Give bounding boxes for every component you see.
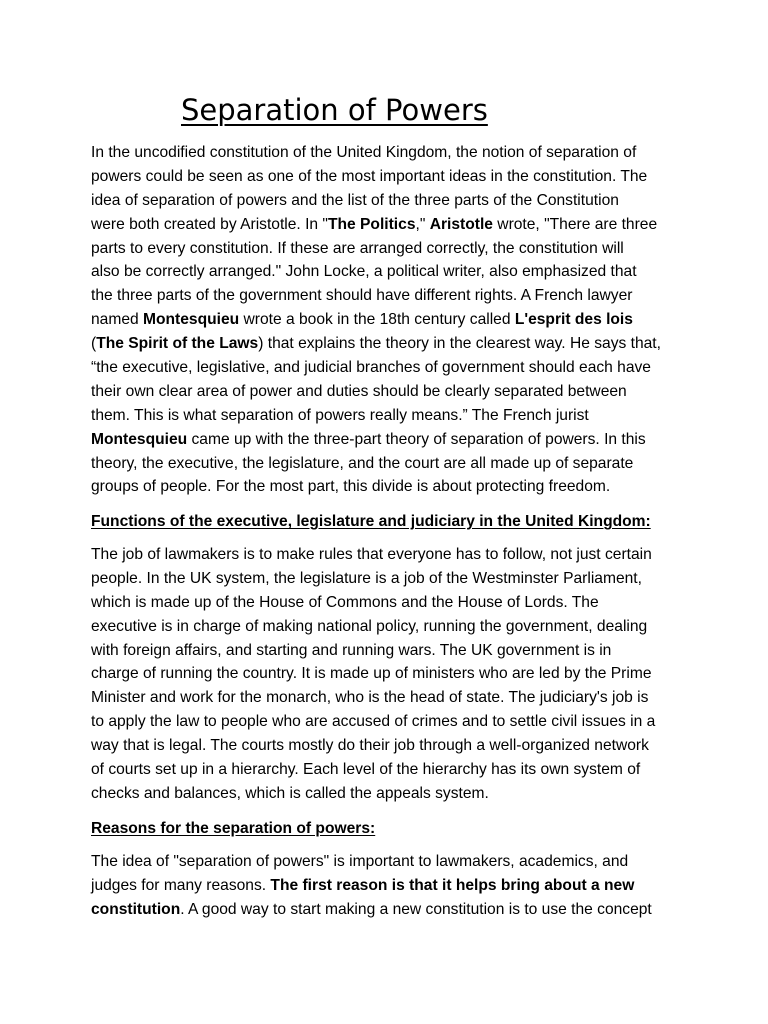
text-segment: checks and balances, which is called the appeals system. (91, 784, 489, 802)
text-line (91, 428, 681, 452)
text-segment: of courts set up in a hierarchy. Each level of the hierarchy has its own system of (91, 761, 641, 779)
text-line (91, 734, 681, 758)
text-segment: The idea of "separation of powers" is important to lawmakers, academics, and (91, 853, 629, 870)
bold-text: L'esprit des lois (514, 311, 633, 329)
section-heading-functions: Functions of the executive, legislature and judiciary in the United Kingdom: (91, 513, 651, 530)
text-segment: them. This is what separation of powers really means.” The French jurist (91, 406, 589, 424)
text-line (91, 782, 681, 806)
bold-text: constitution (91, 900, 181, 918)
text-segment: named (91, 311, 144, 329)
text-line (91, 404, 681, 428)
text-segment: Minister and work for the monarch, who is the head of state. The judiciary's job is (91, 689, 649, 707)
text-segment: with foreign affairs, and starting and running wars. The UK government is in (91, 641, 612, 659)
text-segment: were both created by Aristotle. In " (91, 215, 328, 233)
text-segment: to apply the law to people who are accused of crimes and to settle civil issues in a (91, 713, 656, 731)
functions-heading-block (91, 510, 681, 534)
text-segment: wrote, "There are three (492, 215, 658, 233)
text-line (91, 639, 681, 663)
bold-text: Aristotle (429, 215, 493, 233)
bold-text: Montesquieu (91, 430, 188, 448)
text-line (91, 237, 681, 261)
bold-text: The Politics (327, 215, 416, 233)
text-line (91, 898, 681, 922)
text-line (91, 141, 681, 165)
text-line (91, 567, 681, 591)
text-line (91, 850, 681, 874)
text-segment: idea of separation of powers and the list of the three parts of the Constitution (91, 191, 619, 209)
text-line (91, 260, 681, 284)
text-segment: their own clear area of power and duties should be clearly separated between (91, 382, 627, 400)
text-segment: The job of lawmakers is to make rules that everyone has to follow, not just certain (91, 546, 652, 563)
text-segment: ) that explains the theory in the clearest way. He says that, (258, 335, 661, 353)
bold-text: The Spirit of the Laws (96, 335, 259, 353)
text-line (91, 308, 681, 332)
text-segment: executive is in charge of making national policy, running the government, dealing (91, 617, 648, 635)
text-line (91, 452, 681, 476)
text-line (91, 874, 681, 898)
intro-paragraph (91, 141, 681, 499)
text-segment: . A good way to start making a new constitution is to use the concept (180, 900, 652, 918)
text-line (91, 710, 681, 734)
text-segment: people. In the UK system, the legislature is a job of the Westminster Parliament, (91, 569, 642, 587)
text-segment: judges for many reasons. (91, 876, 271, 894)
text-line (91, 284, 681, 308)
text-line (91, 591, 681, 615)
text-line (91, 356, 681, 380)
reasons-heading-block (91, 817, 681, 841)
text-segment: charge of running the country. It is made up of ministers who are led by the Prime (91, 665, 652, 683)
section-heading-reasons: Reasons for the separation of powers: (91, 820, 376, 837)
text-segment: also be correctly arranged." John Locke, a political writer, also emphasized that (91, 263, 637, 281)
bold-text: The first reason is that it helps bring about a new (270, 876, 635, 894)
document-title: Separation of Powers (181, 93, 488, 127)
functions-paragraph (91, 543, 681, 806)
text-segment: wrote a book in the 18th century called (239, 311, 515, 329)
reasons-paragraph (91, 850, 681, 922)
text-segment: came up with the three-part theory of separation of powers. In this (187, 430, 646, 448)
text-segment: way that is legal. The courts mostly do their job through a well-organized network (91, 737, 649, 755)
text-segment: theory, the executive, the legislature, and the court are all made up of separate (91, 454, 634, 472)
text-line (91, 758, 681, 782)
text-segment: which is made up of the House of Commons and the House of Lords. The (91, 593, 599, 611)
text-line (91, 189, 681, 213)
text-line (91, 615, 681, 639)
text-segment: parts to every constitution. If these are arranged correctly, the constitution will (91, 239, 624, 257)
text-segment: “the executive, legislative, and judicial branches of government should each have (91, 359, 651, 377)
text-segment: ," (415, 215, 430, 233)
text-line (91, 165, 681, 189)
text-line (91, 475, 681, 499)
text-line (91, 213, 681, 237)
text-line (91, 332, 681, 356)
bold-text: Montesquieu (143, 311, 240, 329)
text-segment: the three parts of the government should have different rights. A French lawyer (91, 287, 633, 305)
text-segment: powers could be seen as one of the most important ideas in the constitution. The (91, 167, 648, 185)
text-segment: ( (91, 335, 97, 353)
text-line (91, 662, 681, 686)
text-line (91, 686, 681, 710)
text-line (91, 380, 681, 404)
text-segment: In the uncodified constitution of the United Kingdom, the notion of separation of (91, 144, 637, 161)
text-segment: groups of people. For the most part, this divide is about protecting freedom. (91, 478, 611, 496)
text-line (91, 543, 681, 567)
